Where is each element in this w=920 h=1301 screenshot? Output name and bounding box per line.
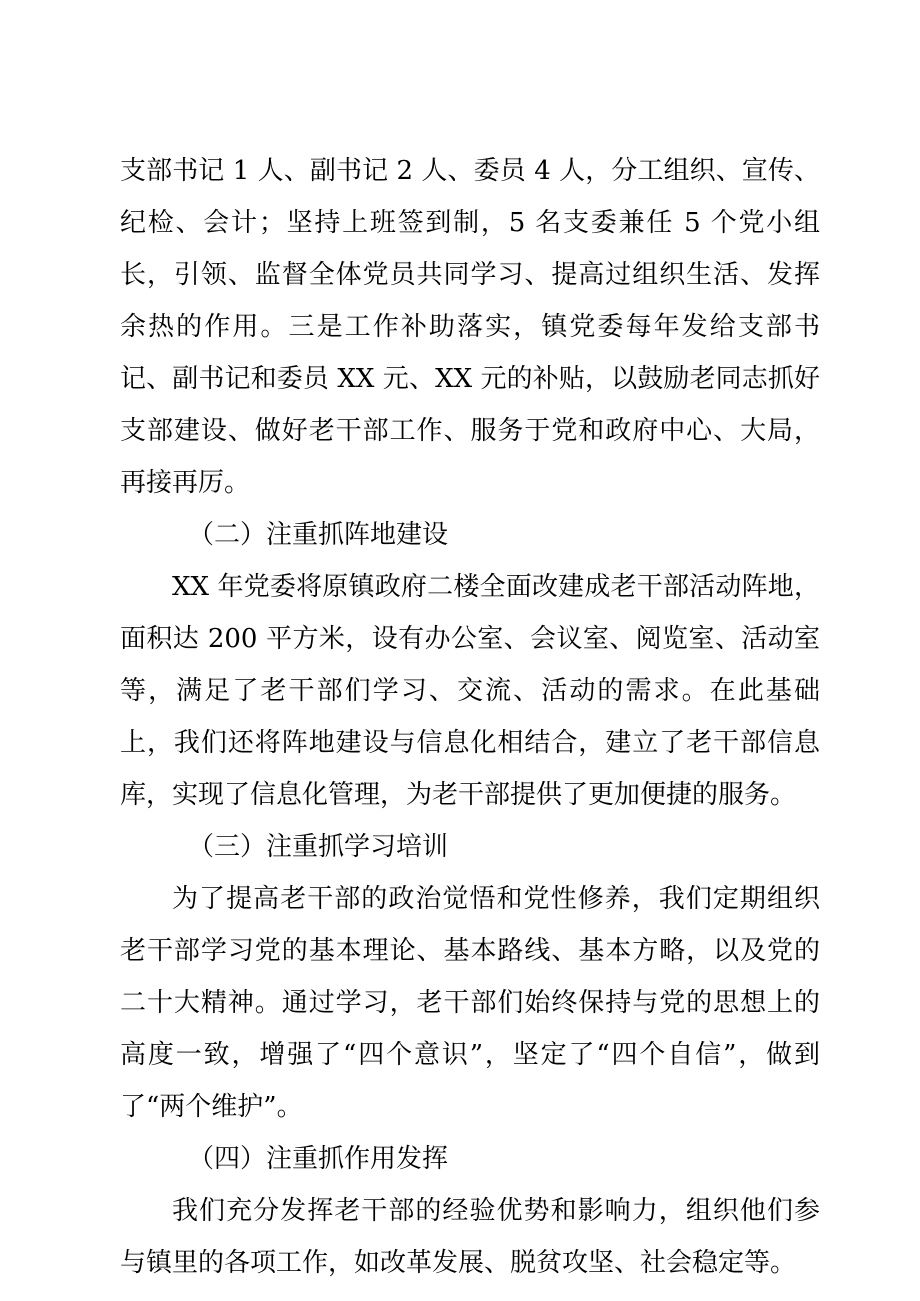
paragraph-study-training: 为了提高老干部的政治觉悟和党性修养，我们定期组织老干部学习党的基本理论、基本路线、基本方略，以及党的二十大精神。通过学习，老干部们始终保持与党的思想上的高度一致，增强了“四个意识”，坚定了“四个自信”，做到了“两个维护”。 <box>120 884 820 1122</box>
section-heading-study-training: （三）注重抓学习培训 <box>188 832 449 862</box>
paragraph-role-play: 我们充分发挥老干部的经验优势和影响力，组织他们参与镇里的各项工作，如改革发展、脱贫攻坚、社会稳定等。 <box>120 1196 820 1278</box>
paragraph-position-building: XX 年党委将原镇政府二楼全面改建成老干部活动阵地，面积达 200 平方米，设有办公室、会议室、阅览室、活动室等，满足了老干部们学习、交流、活动的需求。在此基础上，我们还将阵地建设与信息化相结合，建立了老干部信息库，实现了信息化管理，为老干部提供了更加便捷的服务。 <box>120 572 820 810</box>
document-page <box>120 145 820 1289</box>
paragraph-branch-staffing: 支部书记 1 人、副书记 2 人、委员 4 人，分工组织、宣传、纪检、会计；坚持上班签到制，5 名支委兼任 5 个党小组长，引领、监督全体党员共同学习、提高过组织生活、发挥余热的作用。三是工作补助落实，镇党委每年发给支部书记、副书记和委员 XX 元、XX 元的补贴，以鼓励老同志抓好支部建设、做好老干部工作、服务于党和政府中心、大局，再接再厉。 <box>120 156 820 498</box>
section-heading-role-play: （四）注重抓作用发挥 <box>188 1144 449 1174</box>
section-heading-position-building: （二）注重抓阵地建设 <box>188 520 449 550</box>
